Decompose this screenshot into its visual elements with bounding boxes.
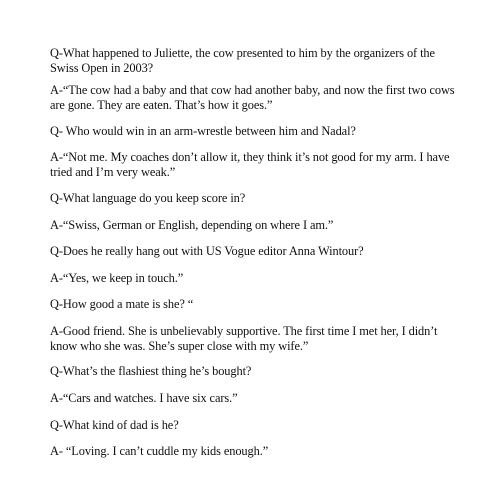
question-dad: Q-What kind of dad is he? [50, 418, 179, 432]
answer-juliette: A-“The cow had a baby and that cow had another baby, and now the first two cows are gone. They are eaten. That’s how it goes.” [50, 83, 455, 112]
answer-flashiest: A-“Cars and watches. I have six cars.” [50, 391, 238, 405]
question-good-mate: Q-How good a mate is she? “ [50, 297, 194, 311]
answer-arm-wrestle: A-“Not me. My coaches don’t allow it, they think it’s not good for my arm. I have tried and I’m very weak.” [50, 150, 450, 179]
question-language: Q-What language do you keep score in? [50, 191, 246, 205]
question-juliette: Q-What happened to Juliette, the cow presented to him by the organizers of the Swiss Open in 2003? [50, 46, 435, 75]
answer-good-mate: A-Good friend. She is unbelievably supportive. The first time I met her, I didn’t know who she was. She’s super close with my wife.” [50, 324, 438, 353]
question-anna-wintour: Q-Does he really hang out with US Vogue editor Anna Wintour? [50, 244, 364, 258]
question-flashiest: Q-What’s the flashiest thing he’s bought? [50, 364, 252, 378]
answer-dad: A- “Loving. I can’t cuddle my kids enough.” [50, 444, 269, 458]
question-arm-wrestle: Q- Who would win in an arm-wrestle between him and Nadal? [50, 124, 356, 138]
answer-language: A-“Swiss, German or English, depending on where I am.” [50, 218, 334, 232]
answer-anna-wintour: A-“Yes, we keep in touch.” [50, 271, 184, 285]
